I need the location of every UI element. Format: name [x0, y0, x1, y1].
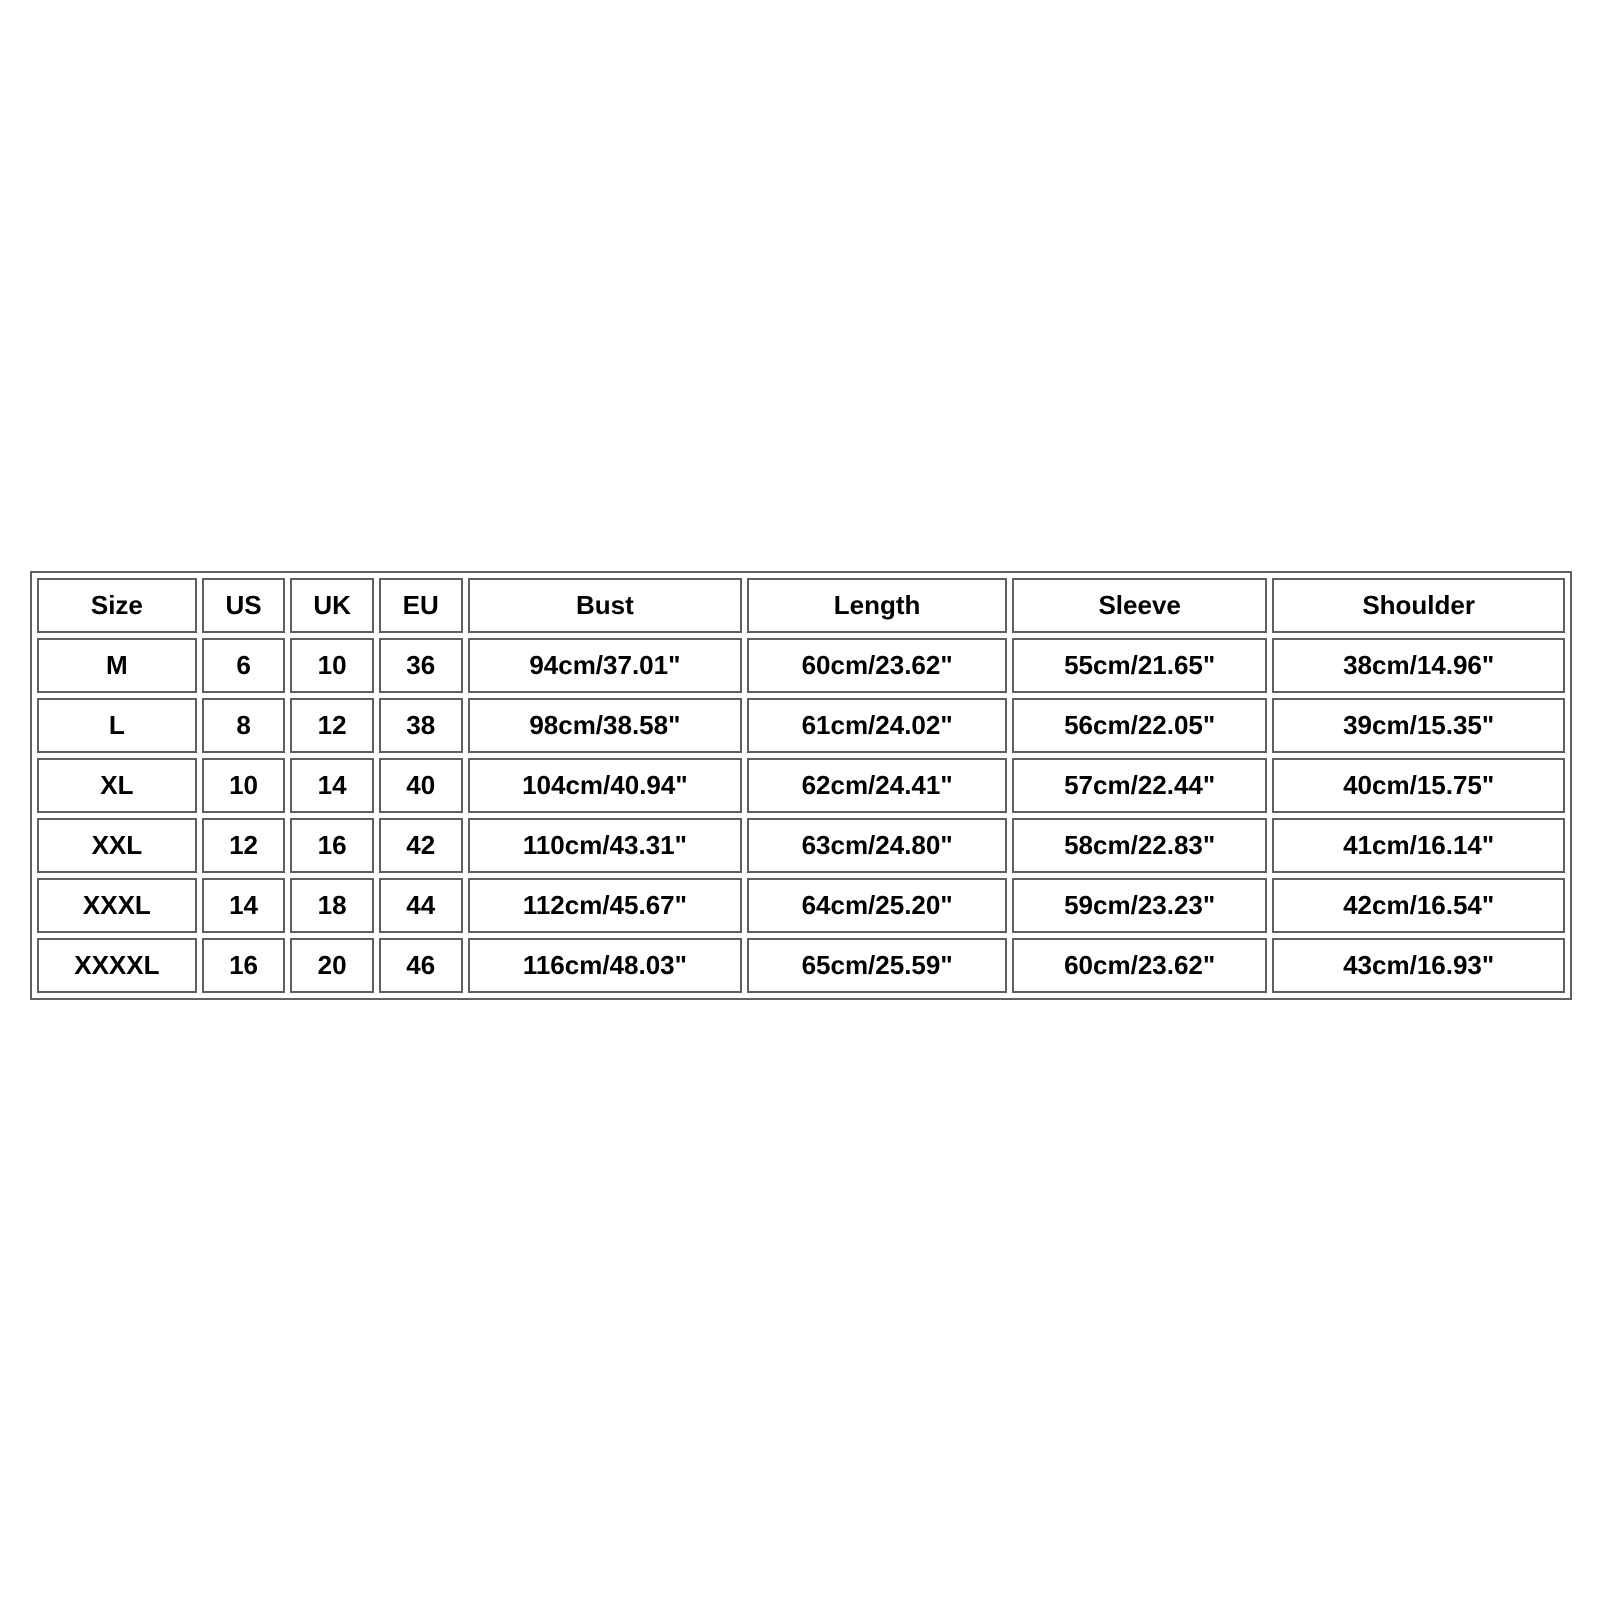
table-cell: 18	[290, 878, 374, 933]
column-header-sleeve: Sleeve	[1012, 578, 1267, 633]
table-cell: XXXL	[37, 878, 197, 933]
table-cell: 98cm/38.58"	[468, 698, 743, 753]
table-cell: 116cm/48.03"	[468, 938, 743, 993]
table-cell: 38	[379, 698, 463, 753]
table-cell: 55cm/21.65"	[1012, 638, 1267, 693]
table-cell: 12	[290, 698, 374, 753]
table-row-xxl	[37, 818, 1565, 873]
table-cell: 38cm/14.96"	[1272, 638, 1565, 693]
table-cell: M	[37, 638, 197, 693]
table-cell: 59cm/23.23"	[1012, 878, 1267, 933]
table-cell: 58cm/22.83"	[1012, 818, 1267, 873]
table-cell: 36	[379, 638, 463, 693]
table-cell: 41cm/16.14"	[1272, 818, 1565, 873]
table-cell: L	[37, 698, 197, 753]
table-cell: 46	[379, 938, 463, 993]
table-cell: 10	[290, 638, 374, 693]
table-cell: 12	[202, 818, 286, 873]
table-cell: 60cm/23.62"	[1012, 938, 1267, 993]
table-cell: 63cm/24.80"	[747, 818, 1007, 873]
table-row-l	[37, 698, 1565, 753]
table-cell: 16	[202, 938, 286, 993]
column-header-us: US	[202, 578, 286, 633]
table-cell: 65cm/25.59"	[747, 938, 1007, 993]
column-header-length: Length	[747, 578, 1007, 633]
table-row-xxxl	[37, 878, 1565, 933]
column-header-eu: EU	[379, 578, 463, 633]
table-cell: 42cm/16.54"	[1272, 878, 1565, 933]
table-cell: XXL	[37, 818, 197, 873]
table-cell: 14	[290, 758, 374, 813]
table-cell: XXXXL	[37, 938, 197, 993]
table-cell: 10	[202, 758, 286, 813]
table-cell: 14	[202, 878, 286, 933]
table-cell: 20	[290, 938, 374, 993]
table-cell: 64cm/25.20"	[747, 878, 1007, 933]
table-cell: 6	[202, 638, 286, 693]
table-cell: 56cm/22.05"	[1012, 698, 1267, 753]
table-cell: 110cm/43.31"	[468, 818, 743, 873]
table-cell: 43cm/16.93"	[1272, 938, 1565, 993]
table-cell: 42	[379, 818, 463, 873]
table-cell: 16	[290, 818, 374, 873]
table-cell: 57cm/22.44"	[1012, 758, 1267, 813]
table-cell: 112cm/45.67"	[468, 878, 743, 933]
size-chart-table	[30, 571, 1572, 1000]
table-cell: 8	[202, 698, 286, 753]
header-row	[37, 578, 1565, 633]
column-header-bust: Bust	[468, 578, 743, 633]
table-cell: 40cm/15.75"	[1272, 758, 1565, 813]
column-header-size: Size	[37, 578, 197, 633]
table-row-xl	[37, 758, 1565, 813]
column-header-uk: UK	[290, 578, 374, 633]
table-cell: 44	[379, 878, 463, 933]
table-row-xxxxl	[37, 938, 1565, 993]
table-cell: 62cm/24.41"	[747, 758, 1007, 813]
table-cell: XL	[37, 758, 197, 813]
column-header-shoulder: Shoulder	[1272, 578, 1565, 633]
table-cell: 94cm/37.01"	[468, 638, 743, 693]
table-cell: 40	[379, 758, 463, 813]
table-cell: 39cm/15.35"	[1272, 698, 1565, 753]
table-cell: 104cm/40.94"	[468, 758, 743, 813]
table-cell: 61cm/24.02"	[747, 698, 1007, 753]
size-chart	[30, 571, 1572, 1000]
table-row-m	[37, 638, 1565, 693]
table-cell: 60cm/23.62"	[747, 638, 1007, 693]
